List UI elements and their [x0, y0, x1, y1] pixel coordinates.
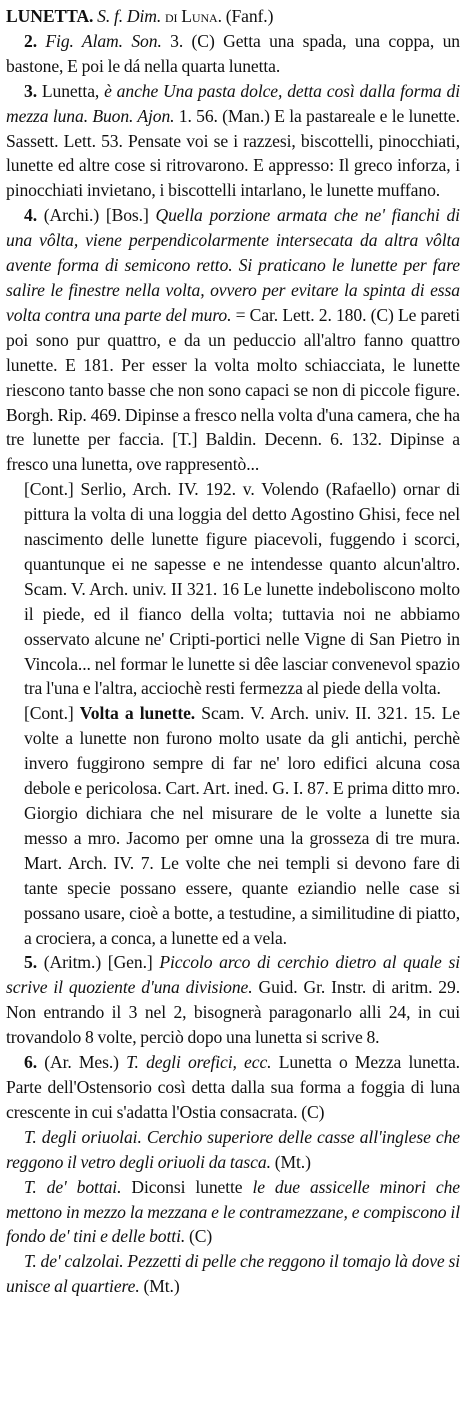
sense-5-label: (Aritm.) [Gen.] — [43, 952, 153, 973]
sub-calzolai — [6, 1249, 460, 1299]
sense-5-number: 5. — [24, 952, 37, 973]
heading-source: (Fanf.) — [225, 6, 274, 26]
sub-oriuolai-text: T. degli oriuolai. Cerchio superiore delle casse all'inglese che reggono il vetro degli oriuoli da tasca. — [6, 1126, 460, 1172]
sense-5 — [6, 950, 460, 1050]
sense-4-text: = Car. Lett. 2. 180. (C) Le pareti poi sono pur quattro, e da un peduccio all'altro fanno quattro lunette. E 181. Per esser la volta molto schiacciata, le lunette riescono tanto basse che non sono capaci se non di piccole figure. Borgh. Rip. 469. Dipinse a fresco nella volta d'una camera, che ha tre lunette per faccia. [T.] Baldin. Decenn. 6. 132. Dipinse a fresco una lunetta, ove rappresentò... — [6, 304, 460, 475]
volta-lunette-label: [Cont.] — [24, 703, 74, 724]
volta-lunette-term: Volta a lunette. — [79, 703, 196, 724]
serlio-citation — [6, 477, 460, 701]
sense-6-text: Lunetta o Mezza lunetta. Parte dell'Ostensorio così detta dalla sua forma a foggia di luna crescente in cui s'adatta l'Ostia consacrata. (C) — [6, 1052, 460, 1122]
sense-4-number: 4. — [24, 205, 37, 226]
headword: LUNETTA. — [6, 6, 94, 26]
sense-3 — [6, 79, 460, 204]
sense-5-text: Guid. Gr. Instr. di aritm. 29. Non entrando il 3 nel 2, bisognerà paragonarlo alli 24, in cui trovandolo 8 volte, perciò dopo una lunetta si scrive 8. — [6, 977, 460, 1048]
sub-bottai-text: le due assicelle minori che mettono in mezzo la mezzana e le contramezzane, e compiscono il fondo de' tini e delle botti. — [6, 1176, 460, 1247]
sense-6-label: (Ar. Mes.) — [44, 1052, 119, 1073]
sense-4 — [6, 203, 460, 477]
sense-6-definition: T. degli orefici, ecc. — [126, 1052, 272, 1073]
sense-6 — [6, 1050, 460, 1125]
sense-3-definition: è anche Una pasta dolce, detta così dalla forma di mezza luna. Buon. Ajon. — [6, 80, 460, 126]
sub-calzolai-source: (Mt.) — [143, 1276, 180, 1297]
sense-3-word: Lunetta, — [41, 80, 100, 101]
sense-2-text: 3. (C) Getta una spada, una coppa, un bastone, E poi le dá nella quarta lunetta. — [6, 30, 460, 76]
sense-4-label: (Archi.) [Bos.] — [43, 205, 149, 226]
serlio-citation-text: [Cont.] Serlio, Arch. IV. 192. v. Volendo (Rafaello) ornar di pittura la volta di una loggia del detto Agostino Ghisi, fece nel nascimento delle lunette figure piacevoli, fuggendo i scorci, quantunque ei ne sapesse e ne intendesse quanto alcun'altro. Scam. V. Arch. univ. II 321. 16 Le lunette indeboliscono molto il piede, ed il fianco della volta; tuttavia noi ne abbiamo osservato alcune ne' Cripti-portici nelle Vigne di San Pietro in Vincola... nel formar le lunette si dêe lasciar convenevol spazio tra l'una e l'altra, acciochè resti fermezza al piede della volta. — [24, 479, 460, 699]
sense-2-number: 2. — [24, 30, 37, 51]
sub-bottai-phrase: Diconsi lunette — [131, 1176, 243, 1197]
sub-bottai-label: T. de' bottai. — [24, 1176, 122, 1197]
sense-3-number: 3. — [24, 80, 37, 101]
sense-3-text: 1. 56. (Man.) E la pastareale e le lunette. Sassett. Lett. 53. Pensate voi se i razzesi, biscottelli, pinocchiati, lunette ed altre cose si ritrovarono. E appresso: Il greco inforza, i pinocchiati invietano, i biscottelli intarlano, le lunette muffano. — [6, 105, 460, 201]
sense-2-label: Fig. Alam. Son. — [45, 30, 162, 51]
sense-5-definition: Piccolo arco di cerchio dietro al quale si scrive il quoziente d'una divisione. — [6, 952, 460, 998]
volta-lunette-text: Scam. V. Arch. univ. II. 321. 15. Le volte a lunette non furono molto usate da gli antichi, perchè invero fuggirono sempre di far ne' loro edifici alcuna cosa debole e pericolosa. Cart. Art. ined. G. I. 87. E prima ditto mro. Giorgio dichiara che nel misurare de le volte a lunette sia messo a mro. Jacomo per omne una la grosseza di tre mura. Mart. Arch. IV. 7. Le volte che nei templi si devono fare di tante specie possano essere, quante eziandio nelle case si possano usare, cioè a botte, a testudine, a similitudine di piatto, a crociera, a conca, a lunette ed a vela. — [24, 703, 460, 948]
volta-lunette-citation — [6, 701, 460, 950]
sense-6-number: 6. — [24, 1052, 37, 1073]
base-word: di Luna — [164, 6, 218, 26]
sub-bottai — [6, 1175, 460, 1250]
entry-heading-paragraph: LUNETTA. S. f. Dim. di Luna. (Fanf.) — [6, 6, 274, 26]
sub-oriuolai-source: (Mt.) — [274, 1151, 311, 1172]
grammar-note: S. f. Dim. — [97, 6, 162, 26]
sub-calzolai-text: T. de' calzolai. Pezzetti di pelle che reggono il tomajo là dove si unisce al quartiere. — [6, 1251, 460, 1297]
sense-4-definition: Quella porzione armata che ne' fianchi di una vôlta, viene perpendicolarmente intersecata da altra vôlta avente forma di semicono retto. Si praticano le lunette per fare salire le finestre nella volta, ovvero per evitare la spinta di essa volta contra una parte del muro. — [6, 205, 460, 325]
sense-2 — [6, 29, 460, 79]
sub-oriuolai — [6, 1125, 460, 1175]
sub-bottai-source: (C) — [188, 1226, 213, 1247]
